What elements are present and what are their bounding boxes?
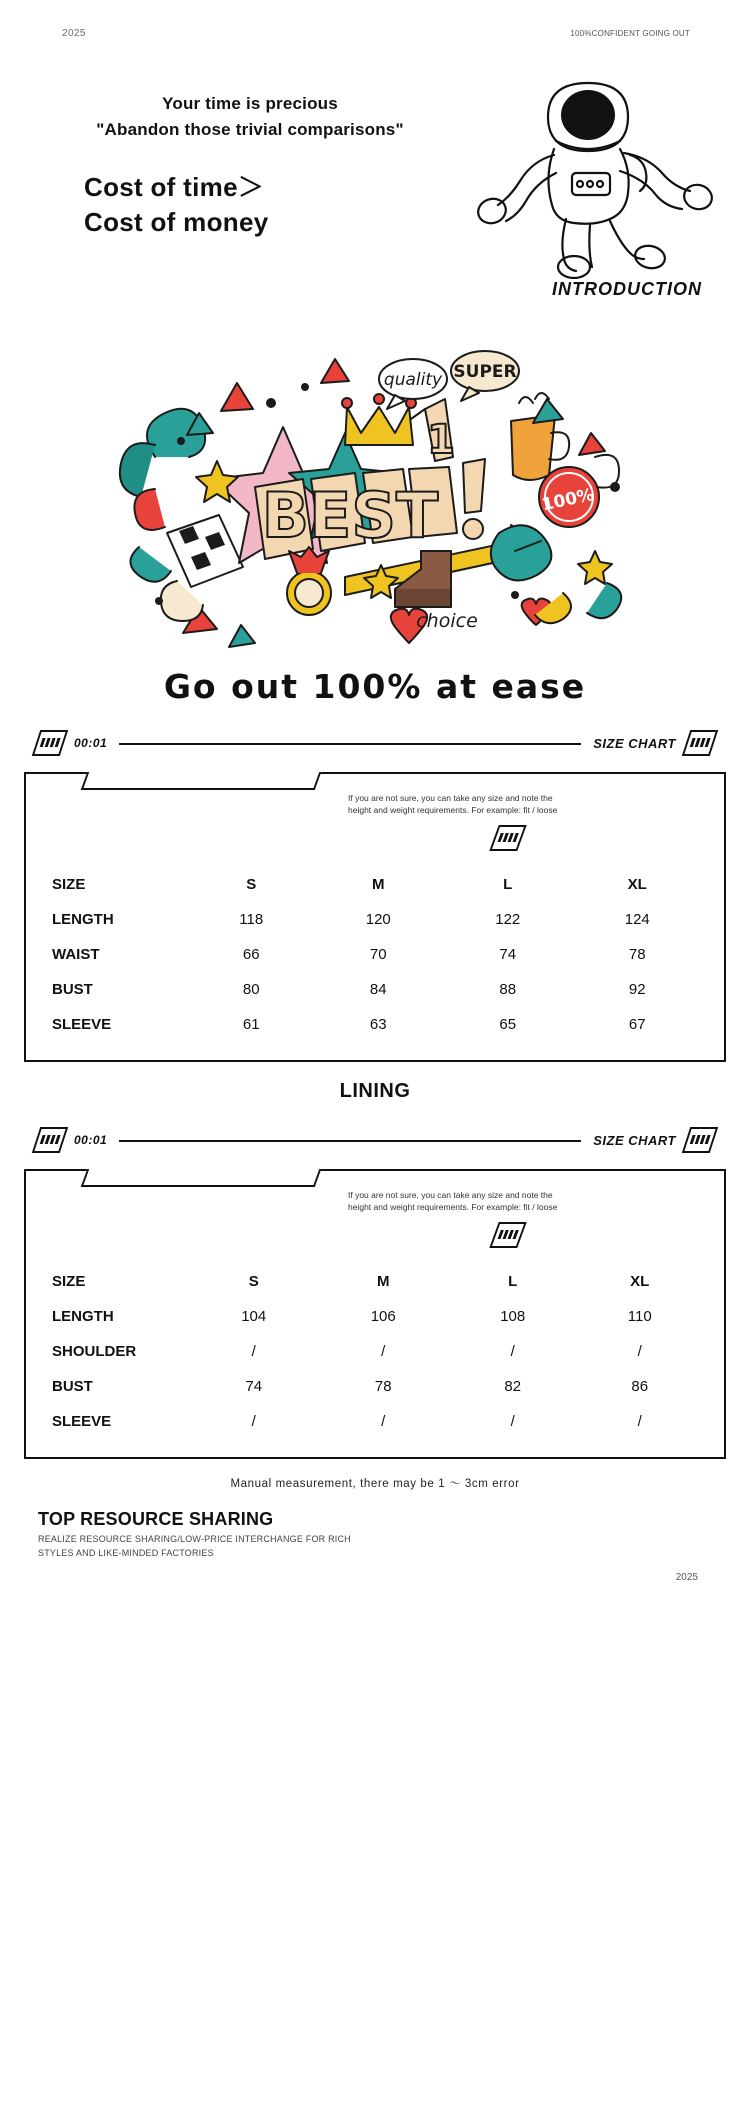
col-header-l: L — [503, 875, 513, 893]
cell-value: 82 — [504, 1377, 522, 1395]
hero-section — [0, 39, 750, 329]
measurement-disclaimer: Manual measurement, there may be 1 ～ 3cm error — [230, 1478, 520, 1490]
row-label: BUST — [52, 1377, 93, 1395]
cell-value: 106 — [370, 1307, 396, 1325]
brand-subtitle-line-2: STYLES AND LIKE-MINDED FACTORIES — [38, 1547, 214, 1558]
size-chart-two-header — [30, 1125, 720, 1155]
table-row — [48, 1334, 702, 1369]
doodle-word-percent: 100% — [540, 484, 596, 516]
hero-line-1: Your time is precious — [162, 94, 338, 113]
cell-value: 110 — [627, 1307, 652, 1325]
header-right-tag — [581, 1127, 720, 1153]
size-chart-one-card — [24, 772, 726, 1062]
bars-icon — [32, 1127, 68, 1153]
table-row — [48, 1007, 702, 1042]
cell-value: 63 — [369, 1015, 387, 1033]
brand-block — [38, 1509, 750, 1560]
cell-value: / — [510, 1412, 515, 1430]
size-note-one: If you are not sure, you can take any size and note the height and weight requirements. For example: fit / loose — [348, 793, 558, 816]
timer-label-one: 00:01 — [70, 736, 111, 750]
micro-header-tagline: 100%CONFIDENT GOING OUT — [570, 29, 690, 38]
bars-icon — [682, 730, 718, 756]
size-table-two — [48, 1264, 702, 1439]
hero-headline-line-1: Cost of time＞ — [84, 171, 265, 202]
card-notch — [81, 1169, 322, 1187]
col-header-size: SIZE — [52, 875, 86, 893]
table-header-row — [48, 1264, 702, 1299]
cell-value: / — [251, 1342, 256, 1360]
row-label: LENGTH — [52, 910, 114, 928]
brand-subtitle-line-1: REALIZE RESOURCE SHARING/LOW-PRICE INTERCHANGE FOR RICH — [38, 1534, 351, 1544]
cell-value: 120 — [365, 910, 391, 928]
col-header-size: SIZE — [52, 1272, 86, 1290]
hero-line-2: "Abandon those trivial comparisons" — [96, 120, 404, 140]
bars-icon — [32, 730, 68, 756]
cell-value: 70 — [369, 945, 387, 963]
col-header-s: S — [246, 875, 257, 893]
cell-value: 66 — [242, 945, 260, 963]
brand-subtitle — [38, 1533, 750, 1560]
doodle-word-one: 1 — [427, 417, 455, 463]
row-label: WAIST — [52, 945, 100, 963]
cell-value: 80 — [242, 980, 260, 998]
note-bars-one — [488, 825, 528, 851]
table-row — [48, 1369, 702, 1404]
cell-value: / — [637, 1342, 642, 1360]
col-header-l: L — [508, 1272, 518, 1290]
cell-value: 61 — [242, 1015, 260, 1033]
col-header-xl: XL — [627, 875, 647, 893]
table-row — [48, 937, 702, 972]
header-right-tag — [581, 730, 720, 756]
hero-text-block — [80, 91, 420, 240]
micro-header-year: 2025 — [62, 28, 86, 39]
cell-value: 78 — [374, 1377, 392, 1395]
row-label: SLEEVE — [52, 1015, 112, 1033]
col-header-xl: XL — [630, 1272, 650, 1290]
brand-title: TOP RESOURCE SHARING — [38, 1509, 274, 1529]
card-notch — [81, 772, 322, 790]
cell-value: 124 — [624, 910, 650, 928]
doodle-word-super: SUPER — [453, 362, 517, 382]
lining-label: LINING — [339, 1080, 411, 1102]
cell-value: 86 — [631, 1377, 649, 1395]
header-left-tag — [30, 730, 119, 756]
bars-icon — [682, 1127, 718, 1153]
row-label: SHOULDER — [52, 1342, 137, 1360]
row-label: LENGTH — [52, 1307, 114, 1325]
cell-value: 122 — [495, 910, 521, 928]
size-note-two: If you are not sure, you can take any size and note the height and weight requirements. For example: fit / loose — [348, 1190, 558, 1213]
size-table-one — [48, 867, 702, 1042]
cell-value: / — [637, 1412, 642, 1430]
row-label: SLEEVE — [52, 1412, 112, 1430]
row-label: BUST — [52, 980, 93, 998]
cell-value: 74 — [499, 945, 517, 963]
cell-value: / — [381, 1412, 386, 1430]
size-chart-one-header — [30, 728, 720, 758]
cell-value: 108 — [500, 1307, 526, 1325]
slogan-text: Go out 100% at ease — [163, 667, 587, 706]
col-header-m: M — [376, 1272, 390, 1290]
note-bars-two — [488, 1222, 528, 1248]
table-row — [48, 1299, 702, 1334]
table-row — [48, 1404, 702, 1439]
hero-headline — [80, 170, 420, 240]
doodle-illustration — [0, 337, 750, 667]
cell-value: 104 — [241, 1307, 267, 1325]
footer-year: 2025 — [675, 1572, 698, 1583]
doodle-graphic — [95, 337, 655, 657]
col-header-m: M — [372, 875, 385, 893]
cell-value: 92 — [628, 980, 646, 998]
bars-icon — [489, 1222, 526, 1248]
table-row — [48, 902, 702, 937]
col-header-s: S — [248, 1272, 259, 1290]
cell-value: 74 — [245, 1377, 263, 1395]
table-row — [48, 972, 702, 1007]
size-chart-two-card — [24, 1169, 726, 1459]
table-header-row — [48, 867, 702, 902]
bars-icon — [489, 825, 526, 851]
timer-label-two: 00:01 — [70, 1133, 111, 1147]
introduction-label: INTRODUCTION — [552, 279, 702, 299]
cell-value: 88 — [499, 980, 517, 998]
doodle-word-quality: quality — [383, 370, 443, 390]
cell-value: 67 — [628, 1015, 646, 1033]
cell-value: 65 — [499, 1015, 517, 1033]
size-chart-title-two: SIZE CHART — [589, 1133, 680, 1148]
doodle-word-best: BEST — [261, 479, 439, 552]
hero-headline-line-2: Cost of money — [84, 206, 269, 237]
astronaut-icon — [470, 69, 720, 279]
cell-value: / — [251, 1412, 256, 1430]
cell-value: 118 — [239, 910, 264, 928]
cell-value: / — [510, 1342, 515, 1360]
doodle-word-choice: choice — [416, 610, 478, 632]
size-chart-title-one: SIZE CHART — [589, 736, 680, 751]
micro-header — [0, 0, 750, 39]
header-left-tag — [30, 1127, 119, 1153]
cell-value: 78 — [628, 945, 646, 963]
cell-value: 84 — [369, 980, 387, 998]
cell-value: / — [381, 1342, 386, 1360]
